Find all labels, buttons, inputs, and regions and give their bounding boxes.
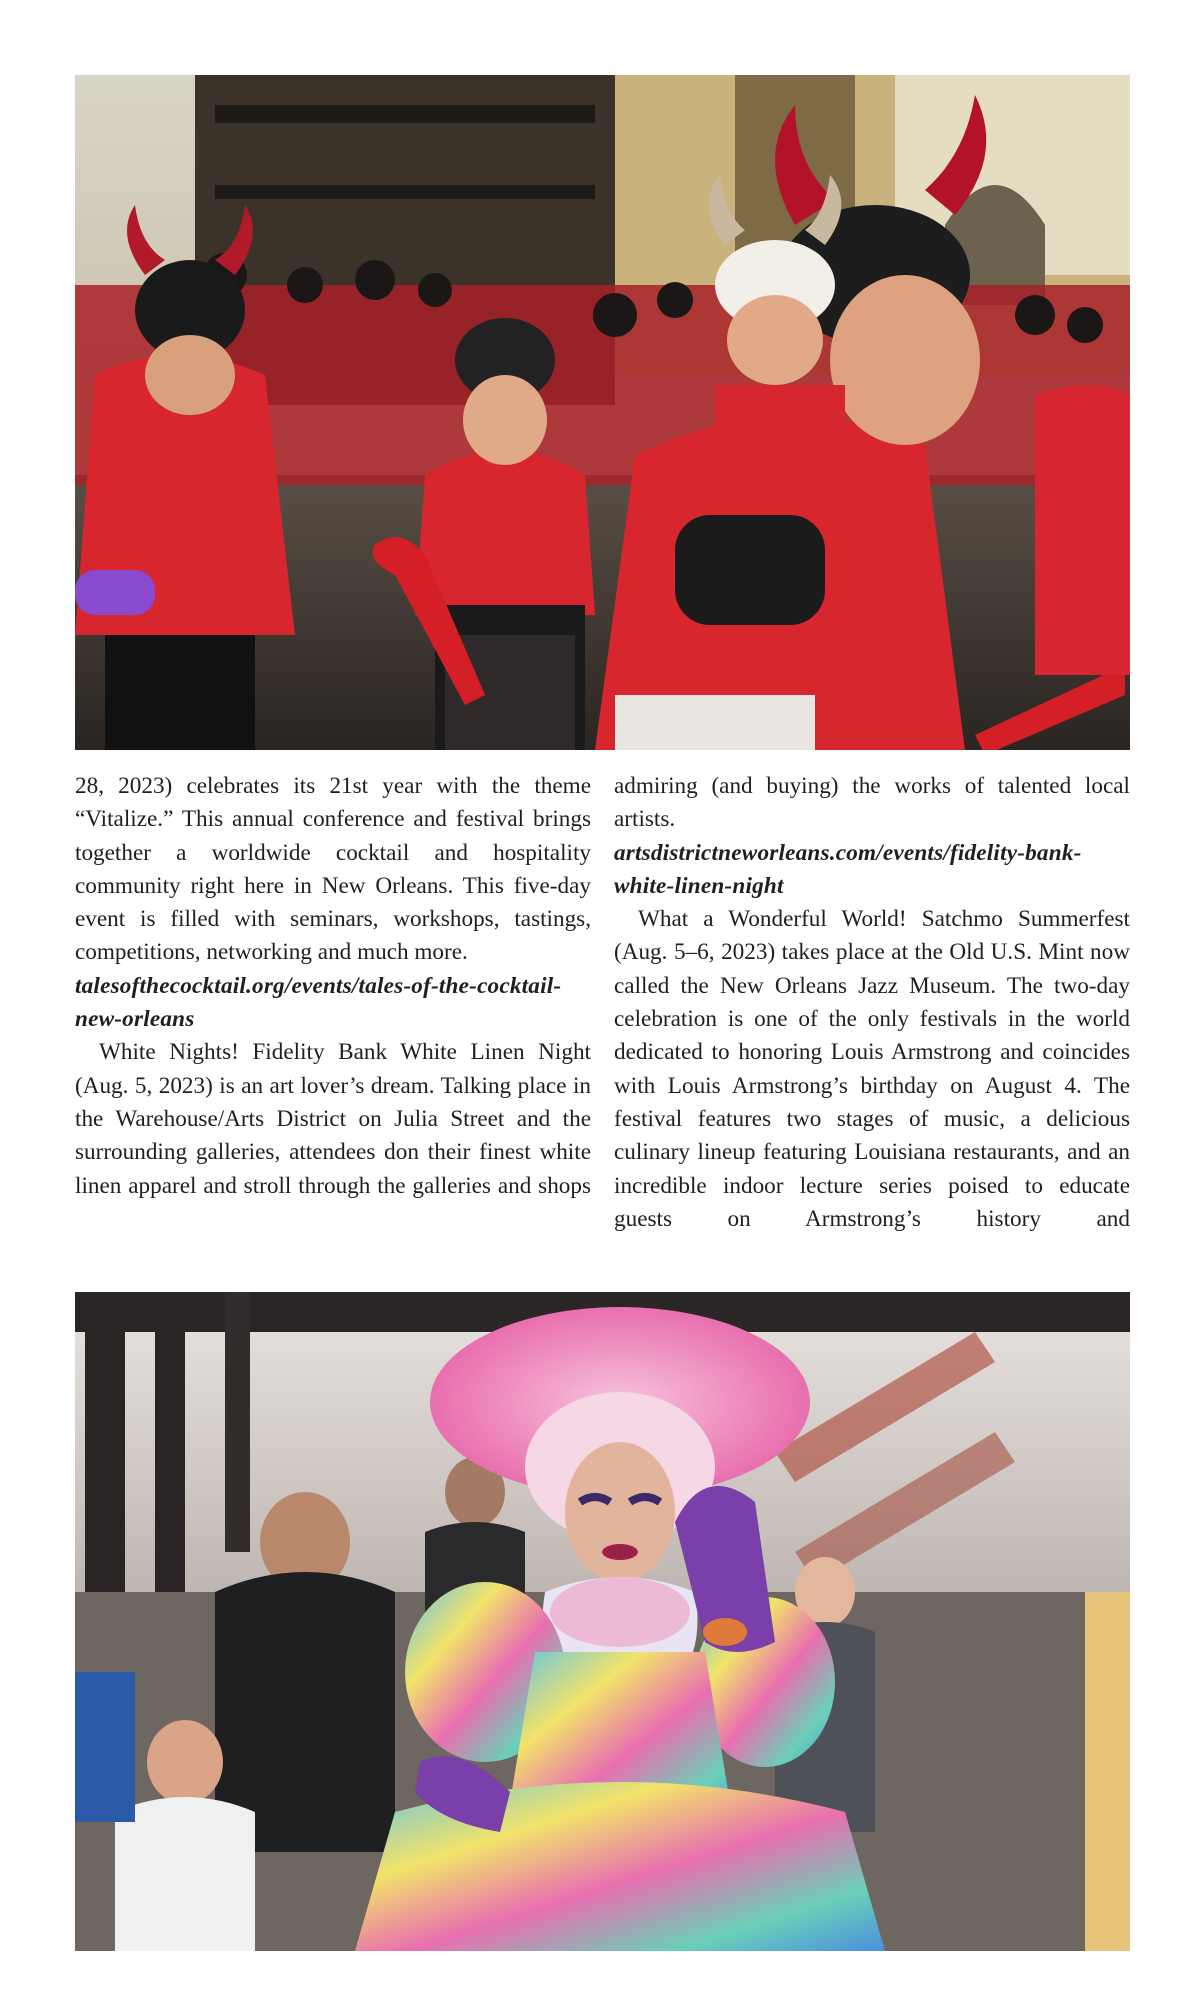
- white-linen-night-paragraph: White Nights! Fidelity Bank White Linen Night (Aug. 5, 2023) is an art lover’s dream. Talking place in the Warehouse/Arts District on Julia Street and the surrounding galleries, attendees don their finest white linen apparel and stroll through the galleries and shops: [75, 1039, 591, 1199]
- article-body: [75, 770, 1130, 1280]
- photo-festival-performer-pink-wig: [75, 1292, 1130, 1951]
- column-right: [614, 770, 1130, 1280]
- tales-of-the-cocktail-url: talesofthecocktail.org/events/tales-of-the-cocktail-new-orleans: [75, 972, 562, 1033]
- column-left: [75, 770, 591, 1280]
- satchmo-summerfest-paragraph: What a Wonderful World! Satchmo Summerfest (Aug. 5–6, 2023) takes place at the Old U.S. Mint now called the New Orleans Jazz Museum. The two-day celebration is one of the only festivals in the world dedicated to honoring Louis Armstrong and coincides with Louis Armstrong’s birthday on August 4. The festival features two stages of music, a delicious culinary lineup featuring Louisiana restaurants, and an incredible indoor lecture series poised to educate guests on Armstrong’s history and: [614, 906, 1130, 1232]
- white-linen-night-continued: admiring (and buying) the works of talented local artists.: [614, 773, 1130, 833]
- white-linen-night-url: artsdistrictneworleans.com/events/fidelity-bank-white-linen-night: [614, 839, 1082, 899]
- tales-of-the-cocktail-paragraph: 28, 2023) celebrates its 21st year with the theme “Vitalize.” This annual conference and festival brings together a worldwide cocktail and hospitality community right here in New Orleans. This five-day event is filled with seminars, workshops, tastings, competitions, networking and much more.: [75, 773, 591, 966]
- photo-roller-derby-running-of-the-bulls: [75, 75, 1130, 750]
